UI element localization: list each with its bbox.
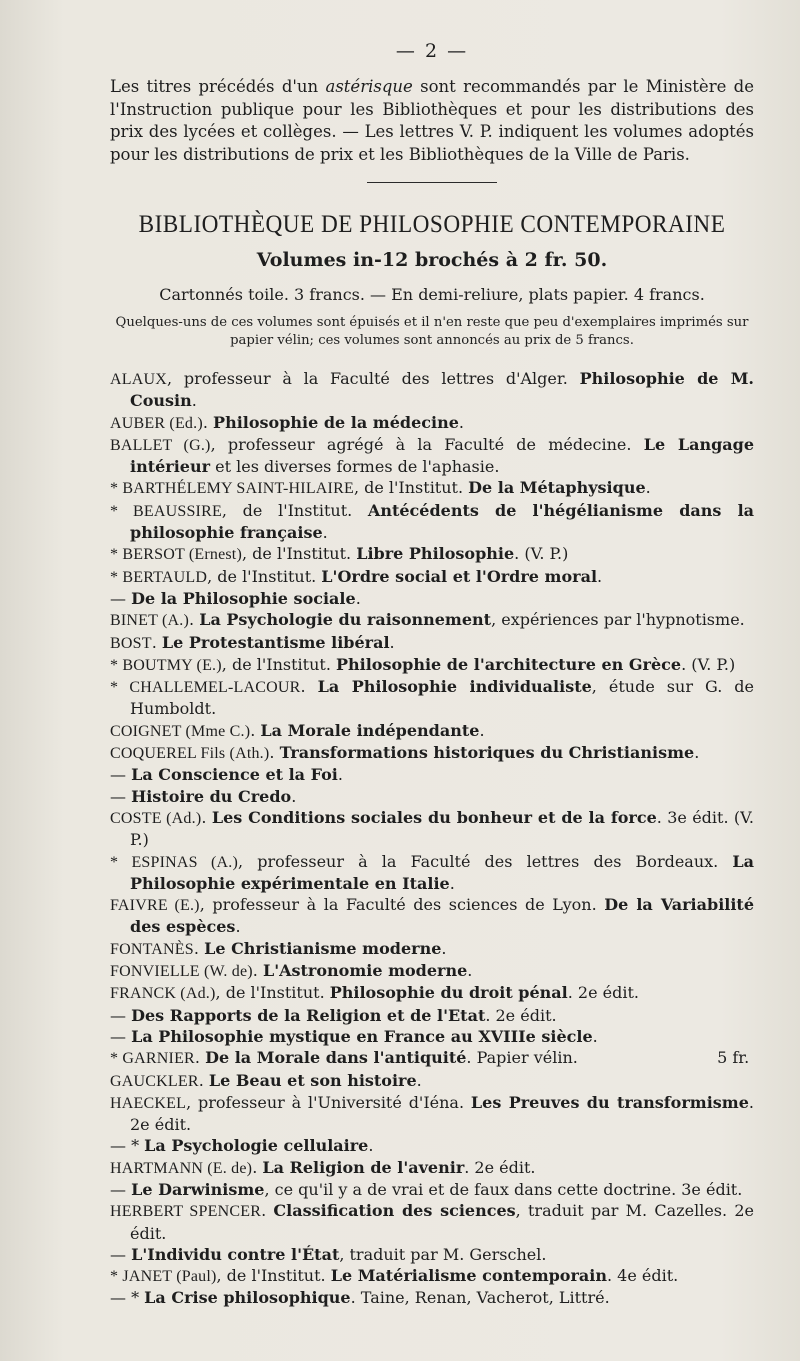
entry-description: . xyxy=(202,412,214,432)
entry-author: * ESPINAS (A.) xyxy=(110,853,239,871)
entry-work-title: La Psychologie du raisonnement xyxy=(199,610,492,630)
entry-description: , de l'Institut. xyxy=(242,544,357,564)
entry-details: . xyxy=(597,566,603,586)
entry-details: . xyxy=(322,523,328,543)
entry-description: , professeur à la Faculté des lettres des Bordeaux. xyxy=(238,851,733,871)
entry-details: . 2e édit. xyxy=(485,1005,557,1025)
entry-description: — xyxy=(110,765,132,785)
book-entry xyxy=(110,1200,754,1244)
entry-work-title: La Conscience et la Foi xyxy=(131,765,338,785)
collection-title: BIBLIOTHÈQUE DE PHILOSOPHIE CONTEMPORAINE xyxy=(138,211,726,238)
book-entry xyxy=(110,588,754,609)
entry-author: HARTMANN (E. de) xyxy=(110,1159,253,1177)
entry-author: COIGNET (Mme C.) xyxy=(110,722,251,740)
entry-description: . xyxy=(193,938,205,958)
book-entry xyxy=(110,1135,754,1156)
entry-work-title: Transformations historiques du Christianisme xyxy=(279,743,695,763)
entry-description: , de l'Institut. xyxy=(221,654,336,674)
entry-details: , traduit par M. Cazelles. 2e édit. xyxy=(130,1201,755,1243)
entry-details: . (V. P.) xyxy=(514,544,569,564)
intro-text-start: Les titres précédés d'un xyxy=(110,77,326,96)
entry-description: . xyxy=(201,807,212,827)
entry-author: AUBER (Ed.) xyxy=(110,414,203,432)
entry-details: . 2e édit. xyxy=(130,1092,754,1135)
entry-author: BINET (A.) xyxy=(110,612,190,630)
page-number: — 2 — xyxy=(395,40,469,62)
book-entry xyxy=(110,676,754,720)
entry-details: . xyxy=(458,412,465,432)
entry-description: , de l'Institut. xyxy=(353,478,469,498)
book-entry xyxy=(110,1157,754,1179)
entry-work-title: Le Christianisme moderne xyxy=(204,938,442,958)
book-entry xyxy=(110,742,754,764)
entry-details: . xyxy=(441,938,447,958)
entry-work-title: De la Morale dans l'antiquité xyxy=(205,1048,467,1068)
entry-details: , expériences par l'hypnotisme. xyxy=(491,610,745,630)
entry-work-title: Le Matérialisme contemporain xyxy=(330,1266,607,1286)
entry-author: * BERSOT (Ernest) xyxy=(110,546,242,564)
entry-details: , ce qu'il y a de vrai et de faux dans cette doctrine. 3e édit. xyxy=(264,1179,743,1199)
entry-description: , de l'Institut. xyxy=(207,566,322,586)
entry-details: . xyxy=(694,743,700,763)
book-entry xyxy=(110,1092,754,1136)
entry-work-title: De la Variabilité des espèces xyxy=(130,895,754,937)
book-entry xyxy=(110,654,754,676)
book-entry xyxy=(110,1026,754,1047)
entry-details: . 4e édit. xyxy=(606,1266,679,1286)
entry-description: — xyxy=(110,1179,132,1199)
book-entry xyxy=(110,720,754,742)
book-entry xyxy=(110,1244,754,1265)
entry-description: , professeur à l'Université d'Iéna. xyxy=(186,1092,471,1112)
book-entry xyxy=(110,477,754,499)
entry-author: * BEAUSSIRE xyxy=(110,502,222,520)
book-entry xyxy=(110,807,754,851)
entry-description: — * xyxy=(110,1136,145,1156)
book-entry xyxy=(110,543,754,565)
entry-author: * BERTAULD xyxy=(110,568,208,586)
entry-details: . xyxy=(416,1070,422,1090)
entry-description: — xyxy=(110,786,132,806)
entry-description: , de l'Institut. xyxy=(221,500,368,520)
entry-details: . Papier vélin. xyxy=(466,1048,578,1068)
binding-prices: Cartonnés toile. 3 francs. — En demi-reliure, plats papier. 4 francs. xyxy=(159,285,705,304)
entry-work-title: Le Beau et son histoire xyxy=(208,1070,417,1090)
book-entry xyxy=(110,412,754,434)
entry-work-title: Les Conditions sociales du bonheur et de la force xyxy=(211,807,657,827)
entry-description: — xyxy=(110,1026,132,1046)
book-entry xyxy=(110,609,754,631)
book-entry xyxy=(110,1070,754,1092)
format-subtitle: Volumes in-12 brochés à 2 fr. 50. xyxy=(256,249,608,271)
entry-description: . xyxy=(252,961,263,981)
intro-text-end: sont recommandés par le Ministère de l'Instruction publique pour les Bibliothèques et pour les distributions des prix des lycées et collèges. — Les lettres V. P. indiquent les volumes adoptés pour les distributions de prix et les Bibliothèques de la Ville de Paris. xyxy=(110,77,754,164)
entry-description: . xyxy=(189,610,200,630)
entry-work-title: Le Darwinisme xyxy=(131,1179,265,1199)
entry-description: — * xyxy=(110,1288,145,1308)
entry-author: BOST xyxy=(110,634,152,652)
entry-work-title: L'Individu contre l'État xyxy=(131,1244,340,1264)
book-entry xyxy=(110,894,754,938)
entry-details: et les diverses formes de l'aphasie. xyxy=(210,457,500,477)
entry-work-title: L'Ordre social et l'Ordre moral xyxy=(321,566,598,586)
entry-author: FONTANÈS xyxy=(110,940,194,958)
availability-note: Quelques-uns de ces volumes sont épuisés et il n'en reste que peu d'exemplaires imprimés sur papier vélin; ces volumes sont annoncés au prix de 5 francs. xyxy=(115,315,749,348)
book-entry xyxy=(110,1005,754,1026)
entry-description: . xyxy=(194,1048,206,1068)
entry-description: . xyxy=(250,720,261,740)
entry-description: — xyxy=(110,1005,132,1025)
entry-work-title: La Morale indépendante xyxy=(260,720,480,740)
entry-description: . xyxy=(198,1070,209,1090)
entry-description: . xyxy=(261,1201,274,1221)
entry-work-title: La Philosophie expérimentale en Italie xyxy=(130,851,755,893)
entry-description: , professeur à la Faculté des lettres d'Alger. xyxy=(167,369,580,388)
book-list xyxy=(110,368,754,1309)
entry-author: COSTE (Ad.) xyxy=(110,809,202,827)
entry-work-title: Le Protestantisme libéral xyxy=(161,632,390,652)
entry-work-title: Classification des sciences xyxy=(273,1201,516,1221)
entry-author: * BOUTMY (E.) xyxy=(110,656,222,674)
entry-author: HERBERT SPENCER xyxy=(110,1203,262,1221)
entry-work-title: Des Rapports de la Religion et de l'Etat xyxy=(131,1005,486,1025)
book-entry xyxy=(110,1179,754,1200)
intro-paragraph xyxy=(110,76,754,166)
entry-description: — xyxy=(110,588,132,608)
entry-work-title: Antécédents de l'hégélianisme dans la philosophie française xyxy=(130,500,755,543)
entry-author: * JANET (Paul) xyxy=(110,1268,217,1286)
entry-author: FAIVRE (E.) xyxy=(110,897,200,915)
entry-details: , étude sur G. de Humboldt. xyxy=(130,677,754,719)
entry-details: . 3e édit. (V. P.) xyxy=(130,807,755,850)
entry-details: . xyxy=(449,873,455,893)
book-entry xyxy=(110,1287,754,1308)
book-entry xyxy=(110,938,754,960)
entry-details: . xyxy=(235,917,241,937)
entry-work-title: L'Astronomie moderne xyxy=(262,961,468,981)
entry-details: . Taine, Renan, Vacherot, Littré. xyxy=(350,1288,610,1308)
entry-work-title: Les Preuves du transformisme xyxy=(470,1092,749,1112)
entry-author: BALLET (G.) xyxy=(110,436,211,454)
entry-details: . xyxy=(368,1136,374,1156)
entry-details: . xyxy=(355,588,361,608)
entry-description: . xyxy=(300,677,318,697)
entry-work-title: La Religion de l'avenir xyxy=(262,1157,465,1177)
entry-description: , professeur à la Faculté des sciences de Lyon. xyxy=(199,895,605,915)
entry-price: 5 fr. xyxy=(717,1048,750,1068)
entry-work-title: Philosophie du droit pénal xyxy=(329,983,568,1003)
entry-description: , de l'Institut. xyxy=(216,1266,331,1286)
entry-work-title: De la Philosophie sociale xyxy=(131,588,356,608)
entry-description: , de l'Institut. xyxy=(215,983,330,1003)
entry-work-title: Libre Philosophie xyxy=(356,544,515,564)
entry-author: FRANCK (Ad.) xyxy=(110,985,216,1003)
entry-author: COQUEREL Fils (Ath.) xyxy=(110,745,270,763)
book-entry xyxy=(110,434,754,478)
entry-work-title: De la Métaphysique xyxy=(468,478,646,498)
book-entry xyxy=(110,632,754,654)
entry-details: . xyxy=(479,720,485,740)
entry-details: . xyxy=(645,478,651,498)
intro-asterisk-word: astérisque xyxy=(325,77,413,96)
entry-author: FONVIELLE (W. de) xyxy=(110,963,253,981)
entry-details: . 2e édit. xyxy=(567,983,639,1003)
divider-rule xyxy=(367,182,497,183)
book-entry xyxy=(110,566,754,588)
entry-author: GAUCKLER xyxy=(110,1072,199,1090)
entry-description: . xyxy=(151,632,162,652)
entry-details: . xyxy=(337,765,343,785)
entry-work-title: La Philosophie mystique en France au XVIIIe siècle xyxy=(131,1026,593,1046)
entry-author: HAECKEL xyxy=(110,1094,187,1112)
book-entry xyxy=(110,851,754,895)
entry-work-title: Philosophie de l'architecture en Grèce xyxy=(335,654,682,674)
entry-details: . (V. P.) xyxy=(681,654,736,674)
book-entry xyxy=(110,368,754,412)
entry-work-title: Philosophie de la médecine xyxy=(213,412,459,432)
entry-work-title: Le Langage intérieur xyxy=(130,434,754,477)
entry-details: . xyxy=(291,786,297,806)
entry-work-title: Histoire du Credo xyxy=(131,786,292,806)
entry-work-title: La Psychologie cellulaire xyxy=(144,1136,369,1156)
book-entry xyxy=(110,764,754,785)
entry-description: . xyxy=(252,1157,263,1177)
entry-description: . xyxy=(269,743,280,763)
entry-description: , professeur agrégé à la Faculté de médecine. xyxy=(210,434,644,454)
entry-details: . xyxy=(191,391,197,411)
entry-author: * CHALLEMEL-LACOUR xyxy=(110,679,301,697)
entry-author: * GARNIER xyxy=(110,1050,195,1068)
book-entry xyxy=(110,1265,754,1287)
entry-author: ALAUX xyxy=(110,371,167,388)
entry-author: * BARTHÉLEMY SAINT-HILAIRE xyxy=(110,480,354,498)
entry-details: . xyxy=(389,632,395,652)
book-entry xyxy=(110,1047,754,1069)
entry-details: , traduit par M. Gerschel. xyxy=(339,1244,547,1264)
entry-details: . xyxy=(592,1026,598,1046)
book-entry xyxy=(110,960,754,982)
entry-description: — xyxy=(110,1244,132,1264)
entry-details: . xyxy=(467,961,473,981)
entry-work-title: La Philosophie individualiste xyxy=(317,677,592,697)
book-entry xyxy=(110,786,754,807)
entry-work-title: La Crise philosophique xyxy=(144,1288,351,1308)
book-entry xyxy=(110,982,754,1004)
entry-work-title: Philosophie de M. Cousin xyxy=(130,369,754,411)
book-entry xyxy=(110,500,754,544)
entry-details: . 2e édit. xyxy=(464,1157,536,1177)
